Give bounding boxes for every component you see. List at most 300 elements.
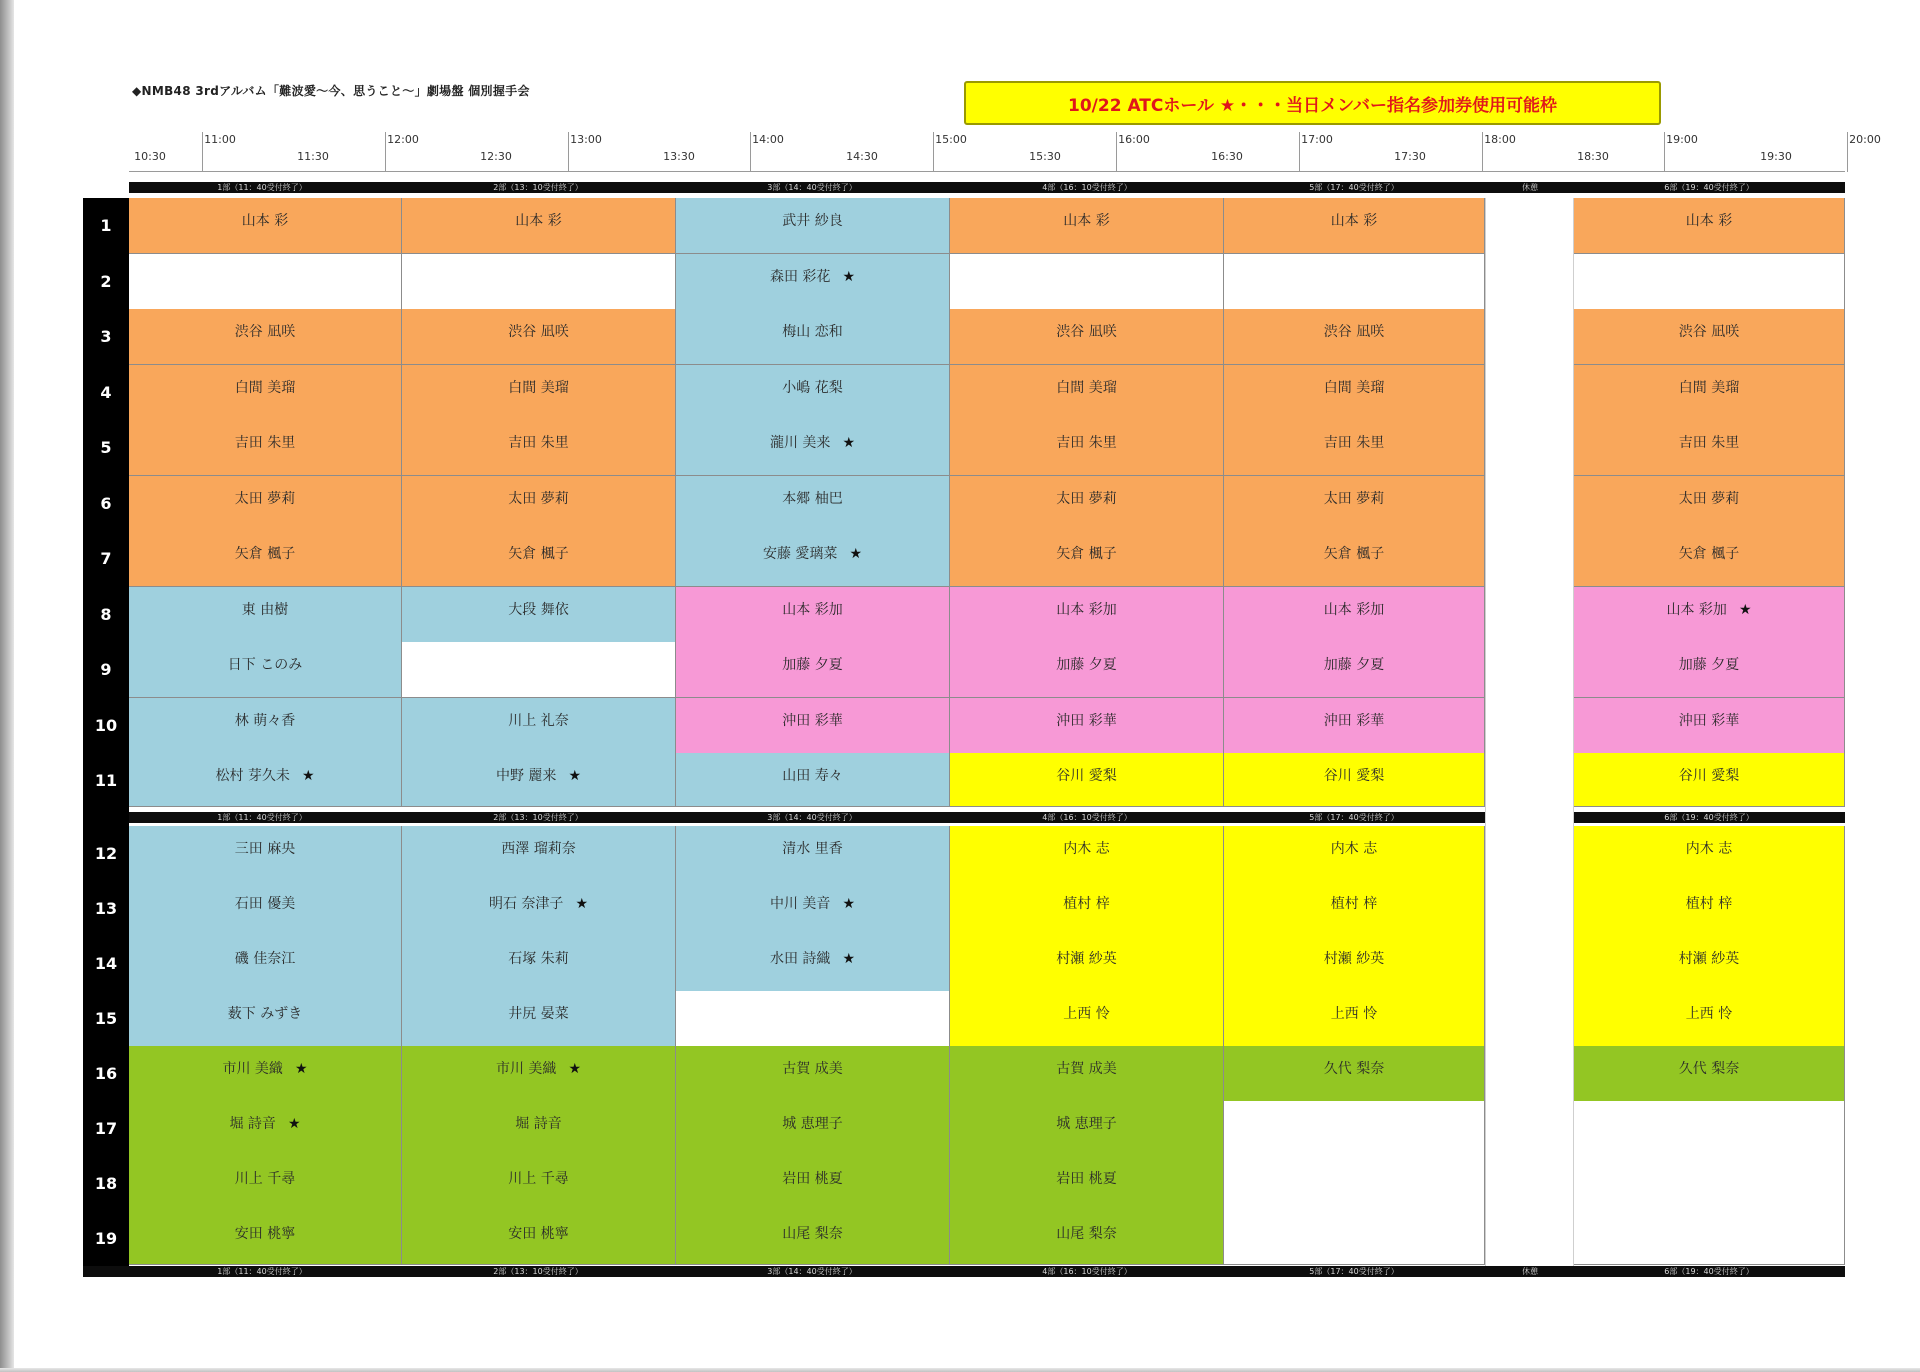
member-cell xyxy=(1574,1101,1845,1157)
member-cell xyxy=(1574,881,1845,937)
member-cell xyxy=(676,420,950,476)
row-number: 9 xyxy=(100,660,112,679)
member-name: 古賀 成美 xyxy=(1056,1061,1117,1077)
member-cell xyxy=(1224,531,1485,587)
member-cell xyxy=(129,309,402,365)
member-cell xyxy=(402,587,676,643)
member-name: 太田 夢莉 xyxy=(1678,491,1740,507)
member-name: 安田 桃寧 xyxy=(234,1226,296,1242)
member-cell xyxy=(402,936,676,992)
member-cell xyxy=(402,420,676,476)
row-number: 11 xyxy=(94,771,118,790)
member-name: 瀧川 美来 xyxy=(769,435,831,451)
session-label: 1部（11：40受付終了） xyxy=(217,183,307,192)
time-tick-halfhour: 10:30 xyxy=(134,150,166,163)
session-label: 5部（17：40受付終了） xyxy=(1309,1267,1399,1276)
member-cell xyxy=(1574,1211,1845,1265)
member-name: 山本 彩 xyxy=(515,213,562,229)
member-name: 渋谷 凪咲 xyxy=(234,324,296,340)
member-cell xyxy=(1224,587,1485,643)
member-cell xyxy=(129,753,402,807)
member-cell xyxy=(1574,753,1845,807)
member-cell xyxy=(676,1156,950,1212)
member-cell xyxy=(129,476,402,532)
member-cell xyxy=(1574,1046,1845,1102)
member-name: 上西 怜 xyxy=(1685,1006,1733,1022)
member-cell xyxy=(1224,698,1485,754)
member-cell xyxy=(1224,1156,1485,1212)
member-name: 梅山 恋和 xyxy=(782,324,843,340)
member-cell xyxy=(1224,881,1485,937)
row-number: 17 xyxy=(94,1119,118,1138)
member-name: 山本 彩加 xyxy=(1666,602,1727,618)
member-name: 安田 桃寧 xyxy=(508,1226,569,1242)
row-number: 2 xyxy=(100,272,112,291)
member-name: 矢倉 楓子 xyxy=(234,546,296,562)
member-name: 吉田 朱里 xyxy=(508,435,569,451)
member-cell xyxy=(1224,826,1485,882)
member-cell xyxy=(1224,642,1485,698)
member-name: 市川 美織 xyxy=(495,1061,557,1077)
member-cell xyxy=(129,1046,402,1102)
time-tick-halfhour: 18:30 xyxy=(1577,150,1609,163)
member-cell xyxy=(676,476,950,532)
member-cell xyxy=(129,642,402,698)
member-cell xyxy=(676,365,950,421)
document-title: ◆NMB48 3rdアルバム「難波愛～今、思うこと～」劇場盤 個別握手会 xyxy=(132,84,530,98)
row-number: 15 xyxy=(94,1009,118,1028)
member-name: 山尾 梨奈 xyxy=(1056,1226,1117,1242)
row-number: 16 xyxy=(94,1064,118,1083)
member-name: 中川 美音 xyxy=(769,896,831,912)
member-cell xyxy=(402,698,676,754)
member-cell xyxy=(950,1156,1224,1212)
row-number: 6 xyxy=(100,494,112,513)
member-name: 安藤 愛璃菜 xyxy=(762,546,838,562)
star-icon: ★ xyxy=(842,435,855,451)
member-name: 磯 佳奈江 xyxy=(234,951,296,967)
member-cell xyxy=(1574,476,1845,532)
time-tick-halfhour: 12:30 xyxy=(480,150,512,163)
session-label: 5部（17：40受付終了） xyxy=(1309,813,1399,822)
member-cell xyxy=(1574,991,1845,1047)
member-cell xyxy=(676,198,950,254)
row-number: 18 xyxy=(94,1174,118,1193)
time-tick-hour: 16:00 xyxy=(1118,133,1150,146)
member-name: 吉田 朱里 xyxy=(1678,435,1740,451)
time-tick-line xyxy=(933,132,934,172)
member-cell xyxy=(402,254,676,310)
member-cell xyxy=(950,1046,1224,1102)
member-cell xyxy=(402,1211,676,1265)
session-label: 6部（19：40受付終了） xyxy=(1664,1267,1754,1276)
member-name: 矢倉 楓子 xyxy=(1323,546,1385,562)
member-name: 中野 麗来 xyxy=(495,768,557,784)
member-cell xyxy=(1224,309,1485,365)
member-cell xyxy=(402,991,676,1047)
member-name: 谷川 愛梨 xyxy=(1678,768,1740,784)
star-icon: ★ xyxy=(287,1116,301,1132)
row-number: 7 xyxy=(100,549,112,568)
time-tick-hour: 20:00 xyxy=(1849,133,1881,146)
member-cell xyxy=(1574,365,1845,421)
member-name: 植村 梓 xyxy=(1330,896,1378,912)
member-name: 山本 彩加 xyxy=(782,602,843,618)
member-cell xyxy=(950,365,1224,421)
member-name: 川上 千尋 xyxy=(508,1171,569,1187)
time-tick-halfhour: 13:30 xyxy=(663,150,695,163)
member-cell xyxy=(1574,1156,1845,1212)
member-cell xyxy=(676,881,950,937)
row-number: 19 xyxy=(94,1229,118,1248)
member-cell xyxy=(676,531,950,587)
member-cell xyxy=(950,991,1224,1047)
member-name: 水田 詩織 xyxy=(769,951,831,967)
member-cell xyxy=(1574,420,1845,476)
notice-banner: 10/22 ATCホール ★・・・当日メンバー指名参加券使用可能枠 xyxy=(964,81,1661,125)
member-name: 矢倉 楓子 xyxy=(508,546,569,562)
break-column xyxy=(1485,198,1574,1266)
member-cell xyxy=(1574,642,1845,698)
member-name: 沖田 彩華 xyxy=(1678,713,1740,729)
member-name: 松村 芽久未 xyxy=(215,768,290,784)
time-tick-halfhour: 11:30 xyxy=(297,150,329,163)
member-name: 吉田 朱里 xyxy=(1056,435,1117,451)
member-cell xyxy=(1574,198,1845,254)
member-name: 本郷 柚巴 xyxy=(782,491,843,507)
member-cell xyxy=(402,1156,676,1212)
member-name: 渋谷 凪咲 xyxy=(1323,324,1385,340)
member-cell xyxy=(129,1101,402,1157)
member-cell xyxy=(1224,1101,1485,1157)
member-name: 山尾 梨奈 xyxy=(782,1226,843,1242)
session-label: 3部（14：40受付終了） xyxy=(767,813,857,822)
member-name: 太田 夢莉 xyxy=(1323,491,1385,507)
member-name: 渋谷 凪咲 xyxy=(508,324,569,340)
member-name: 太田 夢莉 xyxy=(1056,491,1117,507)
member-cell xyxy=(676,698,950,754)
member-cell xyxy=(1224,476,1485,532)
member-name: 上西 怜 xyxy=(1063,1006,1110,1022)
member-name: 内木 志 xyxy=(1063,841,1110,857)
member-name: 太田 夢莉 xyxy=(508,491,569,507)
time-tick-halfhour: 14:30 xyxy=(846,150,878,163)
member-cell xyxy=(402,309,676,365)
time-tick-hour: 17:00 xyxy=(1301,133,1333,146)
member-cell xyxy=(129,1156,402,1212)
member-cell xyxy=(129,254,402,310)
member-cell xyxy=(950,420,1224,476)
member-name: 渋谷 凪咲 xyxy=(1678,324,1740,340)
member-cell xyxy=(676,1101,950,1157)
row-number: 1 xyxy=(100,216,112,235)
member-cell xyxy=(676,1046,950,1102)
star-icon: ★ xyxy=(849,546,862,562)
star-icon: ★ xyxy=(301,768,315,784)
member-name: 小嶋 花梨 xyxy=(782,380,843,396)
member-name: 加藤 夕夏 xyxy=(782,657,843,673)
member-name: 白間 美瑠 xyxy=(1323,380,1385,396)
member-cell xyxy=(950,698,1224,754)
member-name: 渋谷 凪咲 xyxy=(1056,324,1117,340)
time-tick-line xyxy=(1847,132,1848,172)
time-tick-halfhour: 16:30 xyxy=(1211,150,1243,163)
member-cell xyxy=(1574,826,1845,882)
star-icon: ★ xyxy=(1738,602,1752,618)
member-name: 沖田 彩華 xyxy=(782,713,843,729)
member-name: 山本 彩 xyxy=(241,213,289,229)
member-cell xyxy=(950,753,1224,807)
member-name: 太田 夢莉 xyxy=(234,491,296,507)
session-label: 4部（16：10受付終了） xyxy=(1042,183,1132,192)
member-name: 薮下 みずき xyxy=(227,1006,303,1022)
member-name: 植村 梓 xyxy=(1063,896,1110,912)
member-cell xyxy=(402,1046,676,1102)
session-label: 4部（16：10受付終了） xyxy=(1042,1267,1132,1276)
member-cell xyxy=(950,881,1224,937)
member-name: 矢倉 楓子 xyxy=(1056,546,1117,562)
member-cell xyxy=(402,826,676,882)
member-name: 古賀 成美 xyxy=(782,1061,843,1077)
member-name: 石田 優美 xyxy=(234,896,296,912)
member-cell xyxy=(402,642,676,698)
member-cell xyxy=(129,198,402,254)
row-number: 10 xyxy=(94,716,118,735)
star-icon: ★ xyxy=(294,1061,308,1077)
member-cell xyxy=(676,642,950,698)
member-name: 清水 里香 xyxy=(782,841,843,857)
member-name: 山本 彩 xyxy=(1063,213,1110,229)
session-label: 休憩 xyxy=(1522,183,1538,192)
member-cell xyxy=(950,198,1224,254)
member-cell xyxy=(1574,531,1845,587)
member-cell xyxy=(950,254,1224,310)
session-label: 6部（19：40受付終了） xyxy=(1664,813,1754,822)
member-name: 大段 舞依 xyxy=(508,602,569,618)
star-icon: ★ xyxy=(568,768,581,784)
member-cell xyxy=(676,254,950,310)
member-cell xyxy=(402,753,676,807)
member-cell xyxy=(950,309,1224,365)
time-tick-line xyxy=(1664,132,1665,172)
session-label: 5部（17：40受付終了） xyxy=(1309,183,1399,192)
member-name: 加藤 夕夏 xyxy=(1678,657,1740,673)
member-cell xyxy=(402,531,676,587)
session-band xyxy=(83,812,1845,823)
member-name: 白間 美瑠 xyxy=(508,380,569,396)
member-cell xyxy=(1224,753,1485,807)
member-cell xyxy=(950,642,1224,698)
member-cell xyxy=(676,753,950,807)
member-name: 堀 詩音 xyxy=(229,1116,276,1132)
member-name: 石塚 朱莉 xyxy=(508,951,569,967)
session-band xyxy=(83,1266,1845,1277)
time-tick-halfhour: 17:30 xyxy=(1394,150,1426,163)
member-name: 沖田 彩華 xyxy=(1323,713,1385,729)
member-name: 堀 詩音 xyxy=(515,1116,562,1132)
member-name: 谷川 愛梨 xyxy=(1056,768,1117,784)
member-cell xyxy=(129,936,402,992)
member-cell xyxy=(1574,254,1845,310)
member-name: 加藤 夕夏 xyxy=(1056,657,1117,673)
row-number: 3 xyxy=(100,327,112,346)
star-icon: ★ xyxy=(575,896,588,912)
member-name: 井尻 晏菜 xyxy=(508,1006,569,1022)
member-cell xyxy=(1224,254,1485,310)
row-number: 5 xyxy=(100,438,112,457)
member-name: 村瀬 紗英 xyxy=(1323,951,1385,967)
member-name: 内木 志 xyxy=(1685,841,1733,857)
member-cell xyxy=(1224,936,1485,992)
session-label: 2部（13：10受付終了） xyxy=(493,813,583,822)
member-name: 岩田 桃夏 xyxy=(1056,1171,1117,1187)
session-label: 2部（13：10受付終了） xyxy=(493,183,583,192)
member-cell xyxy=(1224,198,1485,254)
member-cell xyxy=(950,587,1224,643)
session-label: 4部（16：10受付終了） xyxy=(1042,813,1132,822)
row-number: 4 xyxy=(100,383,112,402)
member-cell xyxy=(402,198,676,254)
member-name: 久代 梨奈 xyxy=(1678,1061,1740,1077)
member-cell xyxy=(1574,936,1845,992)
member-cell xyxy=(402,881,676,937)
session-label: 3部（14：40受付終了） xyxy=(767,183,857,192)
time-tick-halfhour: 19:30 xyxy=(1760,150,1792,163)
row-number: 14 xyxy=(94,954,118,973)
member-cell xyxy=(1224,1046,1485,1102)
member-name: 川上 礼奈 xyxy=(508,713,569,729)
session-label: 2部（13：10受付終了） xyxy=(493,1267,583,1276)
session-label: 3部（14：40受付終了） xyxy=(767,1267,857,1276)
member-cell xyxy=(950,1211,1224,1265)
member-cell xyxy=(402,476,676,532)
member-name: 山本 彩 xyxy=(1685,213,1733,229)
member-cell xyxy=(676,991,950,1047)
session-label: 1部（11：40受付終了） xyxy=(217,813,307,822)
member-name: 岩田 桃夏 xyxy=(782,1171,843,1187)
member-name: 上西 怜 xyxy=(1330,1006,1378,1022)
time-tick-line xyxy=(202,132,203,172)
member-name: 吉田 朱里 xyxy=(1323,435,1385,451)
time-tick-hour: 13:00 xyxy=(570,133,602,146)
member-name: 内木 志 xyxy=(1330,841,1378,857)
member-cell xyxy=(402,1101,676,1157)
axis-baseline xyxy=(129,171,1845,172)
time-tick-line xyxy=(1116,132,1117,172)
member-name: 植村 梓 xyxy=(1685,896,1733,912)
member-name: 加藤 夕夏 xyxy=(1323,657,1385,673)
member-name: 武井 紗良 xyxy=(782,213,843,229)
member-cell xyxy=(676,1211,950,1265)
time-tick-hour: 15:00 xyxy=(935,133,967,146)
member-name: 白間 美瑠 xyxy=(234,380,296,396)
member-cell xyxy=(676,587,950,643)
session-label: 1部（11：40受付終了） xyxy=(217,1267,307,1276)
member-name: 市川 美織 xyxy=(222,1061,283,1077)
star-icon: ★ xyxy=(842,951,855,967)
member-cell xyxy=(129,420,402,476)
page-shadow-left xyxy=(0,0,14,1372)
member-name: 谷川 愛梨 xyxy=(1323,768,1385,784)
member-cell xyxy=(950,936,1224,992)
member-cell xyxy=(129,991,402,1047)
member-cell xyxy=(1224,1211,1485,1265)
member-cell xyxy=(1574,309,1845,365)
session-label: 6部（19：40受付終了） xyxy=(1664,183,1754,192)
star-icon: ★ xyxy=(842,896,855,912)
member-cell xyxy=(129,1211,402,1265)
member-cell xyxy=(1224,365,1485,421)
member-name: 山本 彩 xyxy=(1330,213,1378,229)
row-number: 8 xyxy=(100,605,112,624)
member-name: 森田 彩花 xyxy=(769,269,831,285)
member-name: 山本 彩加 xyxy=(1323,602,1385,618)
page-shadow-bottom xyxy=(0,1368,1920,1372)
member-cell xyxy=(950,826,1224,882)
member-name: 村瀬 紗英 xyxy=(1678,951,1740,967)
member-cell xyxy=(950,476,1224,532)
member-name: 城 恵理子 xyxy=(1056,1116,1117,1132)
member-cell xyxy=(676,309,950,365)
member-cell xyxy=(129,531,402,587)
member-name: 沖田 彩華 xyxy=(1056,713,1117,729)
member-name: 久代 梨奈 xyxy=(1323,1061,1385,1077)
member-name: 東 由樹 xyxy=(241,602,289,618)
time-tick-hour: 14:00 xyxy=(752,133,784,146)
member-cell xyxy=(1224,420,1485,476)
member-cell xyxy=(402,365,676,421)
member-cell xyxy=(129,587,402,643)
time-tick-line xyxy=(568,132,569,172)
time-tick-line xyxy=(1482,132,1483,172)
member-name: 林 萌々香 xyxy=(234,713,296,729)
member-name: 白間 美瑠 xyxy=(1678,380,1740,396)
member-cell xyxy=(950,1101,1224,1157)
member-name: 山本 彩加 xyxy=(1056,602,1117,618)
time-tick-hour: 11:00 xyxy=(204,133,236,146)
member-name: 明石 奈津子 xyxy=(488,896,564,912)
member-cell xyxy=(129,365,402,421)
member-cell xyxy=(1574,698,1845,754)
member-name: 村瀬 紗英 xyxy=(1056,951,1117,967)
member-cell xyxy=(950,531,1224,587)
member-name: 白間 美瑠 xyxy=(1056,380,1117,396)
member-cell xyxy=(129,881,402,937)
session-band xyxy=(129,182,1845,193)
member-name: 城 恵理子 xyxy=(782,1116,843,1132)
member-cell xyxy=(129,698,402,754)
time-tick-hour: 19:00 xyxy=(1666,133,1698,146)
member-name: 山田 寿々 xyxy=(782,768,843,784)
row-number: 12 xyxy=(94,844,118,863)
time-tick-line xyxy=(750,132,751,172)
member-cell xyxy=(1224,991,1485,1047)
session-label: 休憩 xyxy=(1522,1267,1538,1276)
time-tick-line xyxy=(1299,132,1300,172)
star-icon: ★ xyxy=(568,1061,581,1077)
time-tick-line xyxy=(385,132,386,172)
member-cell xyxy=(1574,587,1845,643)
time-tick-hour: 18:00 xyxy=(1484,133,1516,146)
member-name: 日下 このみ xyxy=(227,657,303,673)
member-cell xyxy=(129,826,402,882)
member-name: 三田 麻央 xyxy=(234,841,296,857)
member-name: 西澤 瑠莉奈 xyxy=(501,841,576,857)
member-name: 川上 千尋 xyxy=(234,1171,296,1187)
member-name: 矢倉 楓子 xyxy=(1678,546,1740,562)
member-cell xyxy=(676,826,950,882)
star-icon: ★ xyxy=(842,269,855,285)
